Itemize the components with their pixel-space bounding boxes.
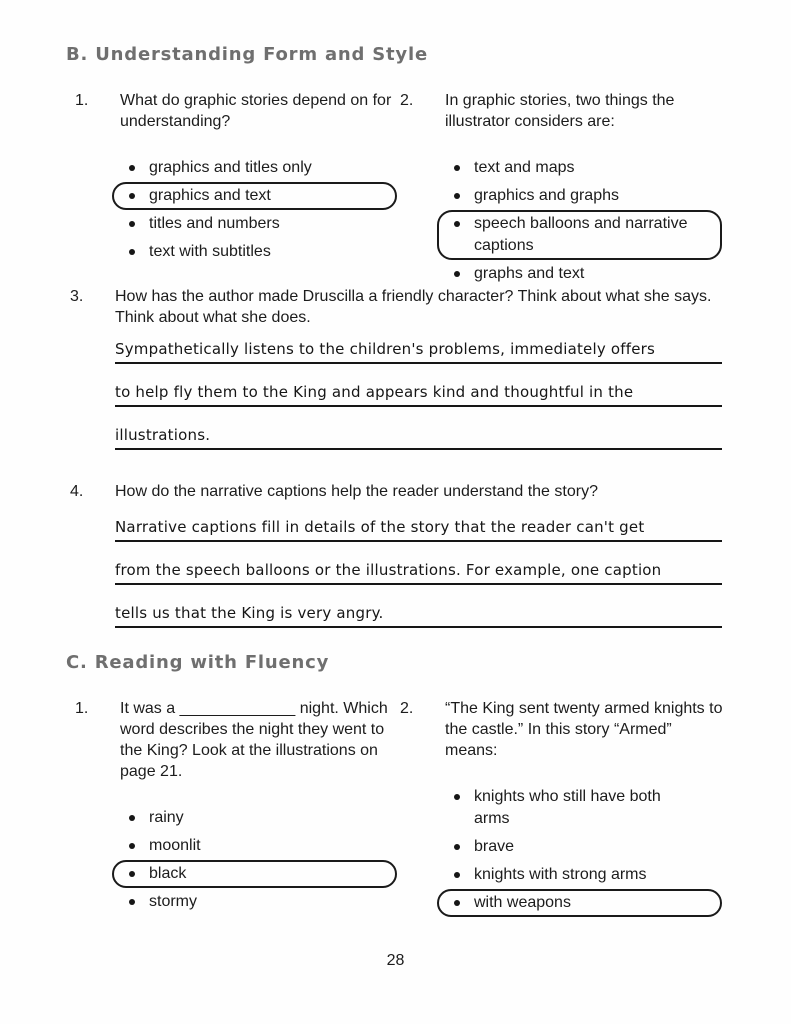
answer-line <box>115 407 722 450</box>
options-list <box>112 154 397 266</box>
option-item <box>112 210 397 238</box>
question-b4 <box>70 481 725 628</box>
handwritten-answer: illustrations. <box>115 426 211 444</box>
answer-line <box>115 542 722 585</box>
answer-line <box>115 328 722 364</box>
answer-lines <box>115 328 722 450</box>
section-c-heading: C. Reading with Fluency <box>66 652 330 673</box>
option-label: graphics and text <box>149 187 271 204</box>
question-number: 2. <box>400 92 414 109</box>
option-item-circled-answer <box>112 860 397 888</box>
question-number: 1. <box>75 92 89 109</box>
question-text: How has the author made Druscilla a friendly character? Think about what she says. Think about what she does. <box>115 288 712 326</box>
handwritten-answer: Narrative captions fill in details of the story that the reader can't get <box>115 518 645 536</box>
question-text: How do the narrative captions help the reader understand the story? <box>115 483 598 500</box>
question-text: In graphic stories, two things the illustrator considers are: <box>445 92 675 130</box>
option-item <box>437 783 722 833</box>
option-item <box>437 260 722 288</box>
section-b-heading: B. Understanding Form and Style <box>66 44 428 65</box>
option-label: titles and numbers <box>149 215 280 232</box>
question-number: 2. <box>400 700 414 717</box>
option-label: with weapons <box>474 894 571 911</box>
page-number: 28 <box>386 952 405 969</box>
question-number: 4. <box>70 483 84 500</box>
answer-line <box>115 585 722 628</box>
question-text-with-blank: It was a _____________ night. Which word describes the night they went to the King? Look at the illustrations on page 21. <box>120 700 388 780</box>
option-item <box>437 182 722 210</box>
option-item <box>112 154 397 182</box>
options-list <box>437 154 722 288</box>
option-label: text with subtitles <box>149 243 271 260</box>
option-label: text and maps <box>474 159 575 176</box>
handwritten-answer: from the speech balloons or the illustrations. For example, one caption <box>115 561 662 579</box>
option-item <box>112 888 397 916</box>
option-item <box>437 861 722 889</box>
handwritten-answer: tells us that the King is very angry. <box>115 604 384 622</box>
option-label: graphics and graphs <box>474 187 619 204</box>
question-text: What do graphic stories depend on for understanding? <box>120 92 392 130</box>
question-b2 <box>400 90 724 288</box>
options-list <box>437 783 722 917</box>
option-label: graphs and text <box>474 265 585 282</box>
question-b1 <box>75 90 397 266</box>
handwritten-answer: to help fly them to the King and appears kind and thoughtful in the <box>115 383 634 401</box>
option-label: brave <box>474 838 515 855</box>
option-item <box>112 832 397 860</box>
answer-line <box>115 502 722 542</box>
option-item <box>112 804 397 832</box>
option-item <box>437 833 722 861</box>
answer-line <box>115 364 722 407</box>
option-label: knights who still have both arms <box>474 788 661 827</box>
question-c2 <box>400 698 724 917</box>
option-label: black <box>149 865 187 882</box>
option-item <box>112 238 397 266</box>
option-label: stormy <box>149 893 197 910</box>
question-number: 1. <box>75 700 89 717</box>
option-label: rainy <box>149 809 184 826</box>
option-label: graphics and titles only <box>149 159 312 176</box>
handwritten-answer: Sympathetically listens to the children's problems, immediately offers <box>115 340 656 358</box>
option-item-circled-answer <box>437 210 722 260</box>
question-text: “The King sent twenty armed knights to the castle.” In this story “Armed” means: <box>445 700 723 759</box>
option-label: knights with strong arms <box>474 866 647 883</box>
question-c1 <box>75 698 397 916</box>
question-number: 3. <box>70 288 84 305</box>
options-list <box>112 804 397 916</box>
answer-lines <box>115 502 722 628</box>
option-item-circled-answer <box>437 889 722 917</box>
option-label: moonlit <box>149 837 201 854</box>
option-item <box>437 154 722 182</box>
question-b3 <box>70 286 725 450</box>
option-item-circled-answer <box>112 182 397 210</box>
option-label: speech balloons and narrative captions <box>474 215 688 254</box>
